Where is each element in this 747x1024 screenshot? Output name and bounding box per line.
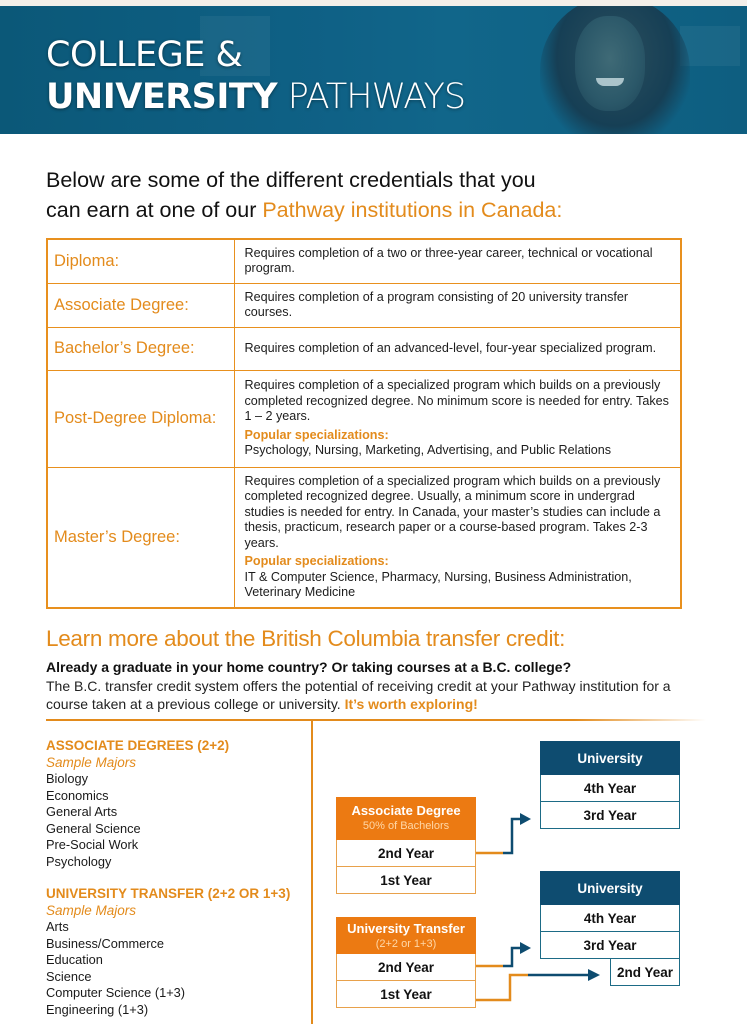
credential-desc-cell <box>234 370 681 467</box>
associate-degree-title: Associate Degree <box>351 803 461 818</box>
major-item: Engineering (1+3) <box>46 1001 149 1017</box>
page-title <box>46 34 465 118</box>
university-transfer-header <box>336 917 476 954</box>
header-banner <box>0 6 747 134</box>
major-item: Arts <box>46 919 69 934</box>
majors-transfer <box>46 885 290 1019</box>
major-item: Biology <box>46 771 88 786</box>
majors-subheading: Sample Majors <box>46 755 137 770</box>
associate-degree-subtitle: 50% of Bachelors <box>362 820 450 832</box>
table-row <box>47 467 681 608</box>
major-item: Science <box>46 968 92 984</box>
divider-vertical <box>311 721 313 1024</box>
associate-degree-header <box>336 797 476 840</box>
major-item: Computer Science (1+3) <box>46 985 186 1001</box>
university-header: University <box>540 871 680 905</box>
major-item: Business/Commerce <box>46 935 165 951</box>
popular-label: Popular specializations: <box>244 427 389 442</box>
associate-year-cell: 2nd Year <box>336 840 476 867</box>
bc-question: Already a graduate in your home country? Or taking courses at a B.C. college? <box>46 659 572 675</box>
banner-photo-smile <box>596 78 624 86</box>
credential-desc: Requires completion of a specialized program which builds on a previously completed recognized degree. No minimum score is needed for entry. Takes 1 – 2 years. <box>244 378 669 424</box>
table-row <box>47 239 681 283</box>
university-year-cell: 4th Year <box>540 775 680 802</box>
university-year-cell: 3rd Year <box>540 932 680 959</box>
popular-list: Psychology, Nursing, Marketing, Advertising, and Public Relations <box>244 443 612 458</box>
title-line-1: COLLEGE & <box>46 35 243 75</box>
major-item: Pre-Social Work <box>46 837 139 853</box>
major-item: General Arts <box>46 804 118 820</box>
table-row <box>47 370 681 467</box>
banner-photo-face <box>575 16 645 111</box>
credential-desc: Requires completion of a program consisting of 20 university transfer courses. <box>234 283 681 327</box>
major-item: Economics <box>46 787 109 803</box>
university-header: University <box>540 741 680 775</box>
associate-year-cell: 1st Year <box>336 867 476 894</box>
majors-heading: ASSOCIATE DEGREES (2+2) <box>46 738 230 753</box>
intro-line-1: Below are some of the different credentials that you <box>46 168 536 192</box>
transfer-year-cell: 1st Year <box>336 981 476 1008</box>
credential-term: Master’s Degree: <box>47 467 234 608</box>
table-row <box>47 327 681 370</box>
credential-term: Post-Degree Diploma: <box>47 370 234 467</box>
major-item: General Science <box>46 820 141 836</box>
arrow-associate-to-3rd-year <box>476 813 531 853</box>
credentials-table <box>46 238 682 609</box>
bc-paragraph-text: The B.C. transfer credit system offers the potential of receiving credit at your Pathway institution for a course taken at a previous college or university. <box>46 678 671 712</box>
university-year-cell: 4th Year <box>540 905 680 932</box>
university-transfer-box <box>336 917 476 1008</box>
credential-term: Associate Degree: <box>47 283 234 327</box>
credential-desc-cell <box>234 467 681 608</box>
university-transfer-subtitle: (2+2 or 1+3) <box>375 938 437 950</box>
major-item: Education <box>46 952 103 968</box>
arrow-transfer-1st-to-2nd-year <box>476 969 600 1000</box>
intro-heading <box>46 165 686 225</box>
majors-subheading: Sample Majors <box>46 903 137 918</box>
associate-degree-box <box>336 797 476 894</box>
arrow-transfer-2nd-to-3rd-year <box>476 942 531 966</box>
bc-section-title: Learn more about the British Columbia transfer credit: <box>46 626 566 651</box>
university-box-1 <box>540 741 680 829</box>
table-row <box>47 283 681 327</box>
popular-label: Popular specializations: <box>244 554 389 569</box>
university-transfer-title: University Transfer <box>347 921 465 936</box>
bc-paragraph <box>46 677 686 713</box>
credential-desc: Requires completion of a specialized program which builds on a previously completed recognized degree. Usually, a minimum score in undergrad studies is needed for entry. In Canada, your master’s studies can include a thesis, practicum, research paper or a course-based program. Takes 2-3 years. <box>244 473 661 550</box>
bc-accent: It’s worth exploring! <box>344 696 478 712</box>
title-line-2-bold: UNIVERSITY <box>46 77 278 117</box>
credential-desc: Requires completion of a two or three-year career, technical or vocational program. <box>234 239 681 283</box>
intro-line-2: can earn at one of our <box>46 198 263 222</box>
majors-heading: UNIVERSITY TRANSFER (2+2 OR 1+3) <box>46 886 291 901</box>
credential-term: Bachelor’s Degree: <box>47 327 234 370</box>
major-item: Psychology <box>46 853 112 869</box>
intro-accent: Pathway institutions in Canada: <box>262 198 563 222</box>
university-year-cell-2nd: 2nd Year <box>610 959 680 986</box>
majors-associate <box>46 737 229 871</box>
credential-desc: Requires completion of an advanced-level, four-year specialized program. <box>234 327 681 370</box>
title-line-2-thin: PATHWAYS <box>287 77 466 117</box>
popular-list: IT & Computer Science, Pharmacy, Nursing, Business Administration, Veterinary Medicine <box>244 569 632 600</box>
credential-term: Diploma: <box>47 239 234 283</box>
university-box-2 <box>540 871 680 959</box>
university-year-cell: 3rd Year <box>540 802 680 829</box>
transfer-year-cell: 2nd Year <box>336 954 476 981</box>
divider-horizontal <box>46 719 706 721</box>
